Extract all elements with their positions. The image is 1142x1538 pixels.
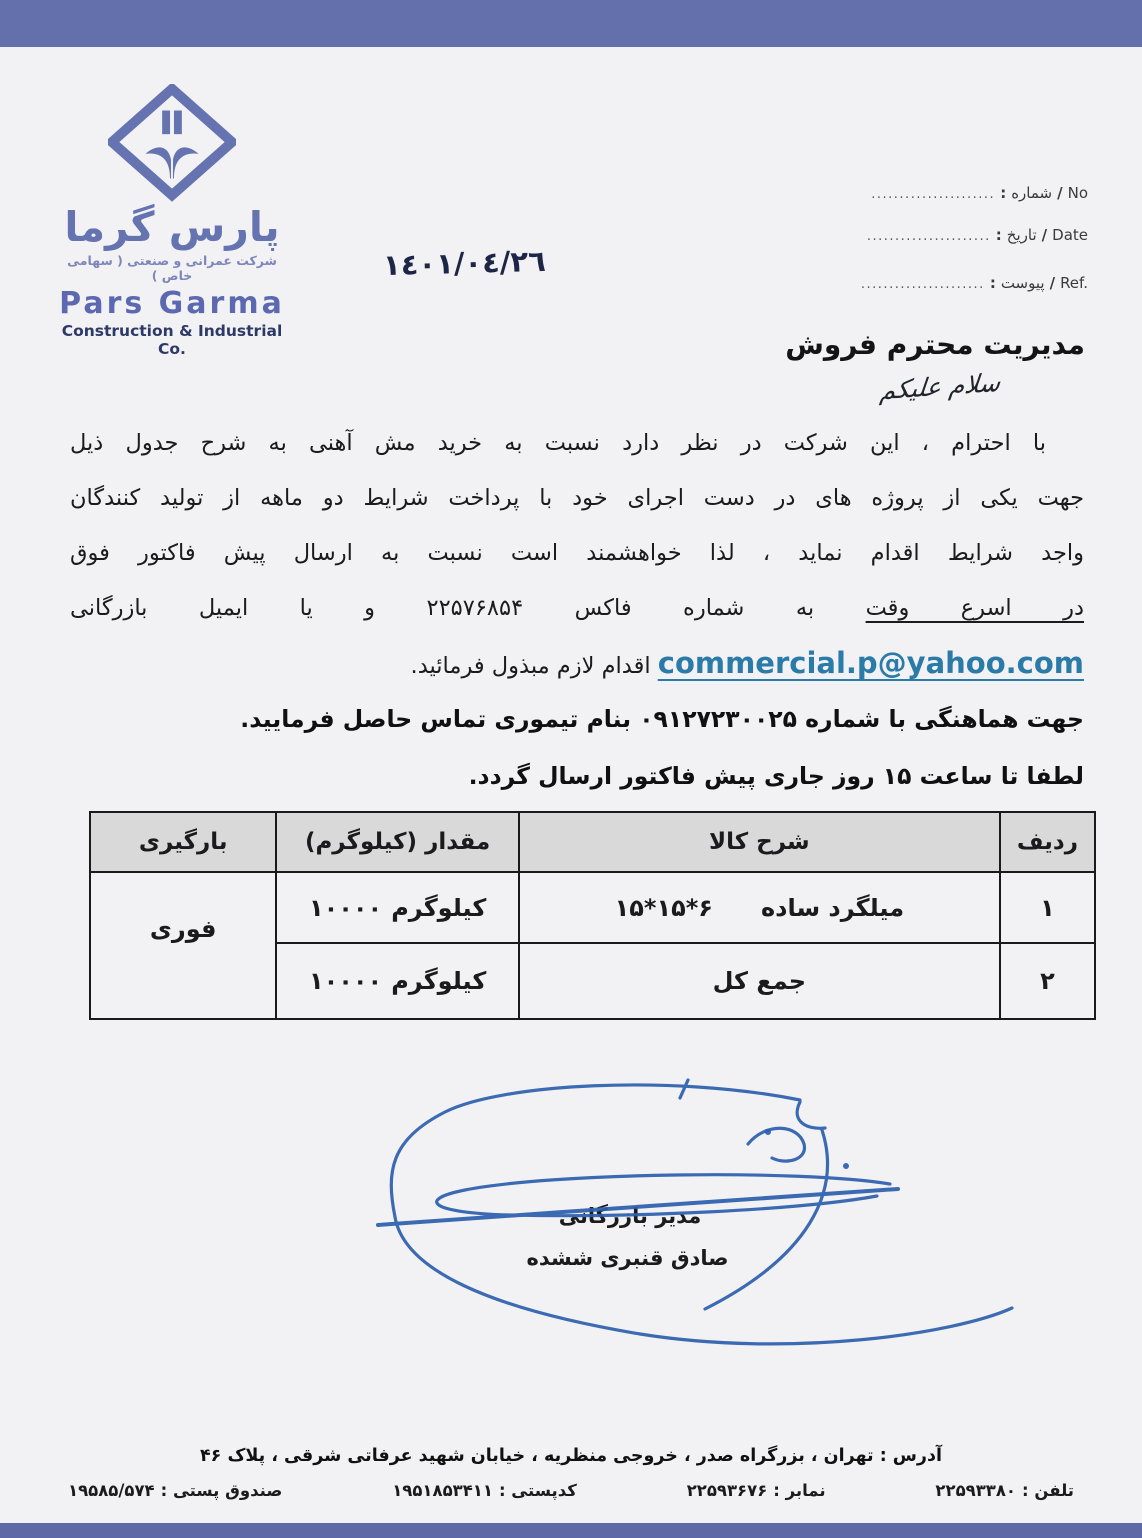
footer-phone — [935, 1481, 1074, 1500]
footer-postal-code-label: کدپستی : — [498, 1481, 577, 1500]
company-logo-icon — [108, 84, 236, 204]
footer-po-box-value: ۱۹۵۸۵/۵۷۴ — [68, 1481, 155, 1500]
table-row-1 — [90, 872, 1095, 943]
row2-number: ۲ — [1000, 943, 1095, 1019]
letter-body — [70, 416, 1084, 805]
field-date-dotted-line: ...................... — [866, 229, 991, 244]
field-no — [728, 184, 1088, 202]
footer-fax-label: نمابر : — [773, 1481, 826, 1500]
field-ref-label-en: Ref. — [1060, 274, 1088, 292]
row1-number: ۱ — [1000, 872, 1095, 943]
field-date-slash: / — [1041, 226, 1048, 244]
footer-fax — [687, 1481, 826, 1500]
field-ref-dotted-line: ...................... — [860, 277, 985, 292]
email-address: commercial.p@yahoo.com — [657, 646, 1084, 680]
header-item-description: شرح کالا — [519, 812, 1000, 872]
bottom-color-band — [0, 1523, 1142, 1538]
field-no-dotted-line: ...................... — [871, 187, 996, 202]
row1-mesh-size: ۱۵*۱۵*۶ — [614, 893, 713, 922]
handwritten-signature-icon — [370, 1072, 1030, 1362]
body-line-1: با احترام ، این شرکت در نظر دارد نسبت به خرید مش آهنی به شرح جدول ذیل — [70, 430, 1046, 456]
header-quantity-kg: مقدار (کیلوگرم) — [276, 812, 518, 872]
loading-cell: فوری — [90, 872, 276, 1019]
field-date-label-fa: تاریخ — [1006, 226, 1037, 244]
field-no-slash: / — [1057, 184, 1063, 202]
handwritten-date-value: ١٤٠١/٠٤/٢٦ — [382, 243, 547, 283]
field-no-colon: : — [1000, 184, 1007, 202]
body-line-3: واجد شرایط اقدام نماید ، لذا خواهشمند است نسبت به ارسال پیش فاکتور فوق — [70, 540, 1084, 566]
signer-job-title: مدیر بازرگانی — [558, 1204, 702, 1228]
bold-line-1: جهت هماهنگی با شماره ۰۹۱۲۷۲۳۰۰۲۵ بنام تیموری تماس حاصل فرمایید. — [240, 705, 1084, 733]
footer-contact-row — [68, 1481, 1074, 1500]
bold-line-2: لطفا تا ساعت ۱۵ روز جاری پیش فاکتور ارسال گردد. — [468, 762, 1084, 790]
row2-qty-unit: کیلوگرم — [391, 967, 487, 995]
field-ref-label-fa: پیوست — [1000, 274, 1045, 292]
company-logo-block — [52, 84, 292, 358]
body-line-4 — [70, 581, 1084, 636]
handwritten-greeting: سلام علیکم — [878, 367, 1002, 406]
row2-description: جمع کل — [519, 943, 1000, 1019]
footer-address: آدرس : تهران ، بزرگراه صدر ، خروجی منظریه ، خیابان شهید عرفاتی شرقی ، پلاک ۴۶ — [199, 1446, 942, 1466]
row1-qty-value: ۱۰۰۰۰ — [308, 893, 383, 922]
field-ref — [728, 274, 1088, 292]
footer-postal-code — [392, 1481, 577, 1500]
field-ref-slash: / — [1049, 274, 1056, 292]
row2-qty-value: ۱۰۰۰۰ — [308, 967, 383, 995]
logo-persian-name: پارس گرما — [64, 203, 280, 251]
row1-quantity — [276, 872, 518, 943]
body-line-5-rest: اقدام لازم مبذول فرمائید. — [410, 653, 651, 679]
field-ref-colon: : — [989, 274, 996, 292]
logo-english-subtitle: Construction & Industrial Co. — [61, 322, 283, 359]
logo-persian-subtitle: شرکت عمرانی و صنعتی ( سهامی خاص ) — [67, 253, 277, 284]
table-header-row — [90, 812, 1095, 872]
footer-postal-code-value: ۱۹۵۱۸۵۳۴۱۱ — [392, 1481, 493, 1500]
footer-phone-label: تلفن : — [1022, 1481, 1074, 1500]
row1-description — [519, 872, 1000, 943]
field-no-label-fa: شماره — [1011, 184, 1053, 202]
row2-quantity — [276, 943, 518, 1019]
field-no-label-en: No — [1067, 184, 1088, 202]
signer-name: صادق قنبری ششده — [526, 1246, 729, 1270]
footer-fax-value: ۲۲۵۹۳۶۷۶ — [686, 1481, 768, 1500]
order-table — [89, 811, 1096, 1020]
row1-qty-unit: کیلوگرم — [391, 893, 487, 922]
body-line-5 — [70, 636, 1084, 691]
body-line-4-rest: به شماره فاکس ۲۲۵۷۶۸۵۴ و یا ایمیل بازرگانی — [70, 595, 815, 621]
row1-item-name: میلگرد ساده — [760, 893, 905, 922]
footer-phone-value: ۲۲۵۹۳۳۸۰ — [935, 1481, 1016, 1500]
footer-po-box — [68, 1481, 282, 1500]
top-color-band — [0, 0, 1142, 47]
footer-po-box-label: صندوق پستی : — [160, 1481, 283, 1500]
body-line-2: جهت یکی از پروژه های در دست اجرای خود با پرداخت شرایط دو ماهه از تولید کنندگان — [70, 485, 1084, 511]
field-date-label-en: Date — [1052, 226, 1088, 244]
reference-fields — [382, 184, 1088, 316]
recipient-title: مدیریت محترم فروش — [785, 328, 1085, 361]
header-row-number: ردیف — [1000, 812, 1095, 872]
header-loading: بارگیری — [90, 812, 276, 872]
field-date-colon: : — [995, 226, 1002, 244]
underlined-phrase: در اسرع وقت — [865, 595, 1084, 621]
logo-english-name: Pars Garma — [59, 286, 285, 322]
